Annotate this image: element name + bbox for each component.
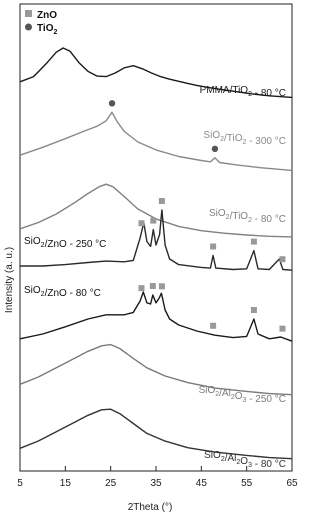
- series-line: [20, 345, 292, 395]
- series-label-part: PMMA/TiO: [199, 85, 249, 96]
- series-label: [204, 450, 286, 470]
- legend-zno-swatch: [25, 10, 32, 17]
- series-6: [20, 409, 292, 470]
- series-label-part: - 80 °C: [251, 88, 286, 99]
- series-label-part: /ZnO - 80 °C: [44, 288, 101, 299]
- series-label-part: 2: [242, 139, 247, 146]
- legend-tio2-swatch: [25, 24, 32, 31]
- y-axis-title: Intensity (a. u.): [4, 246, 15, 314]
- series-label: [209, 208, 286, 225]
- zno-marker: [159, 283, 165, 289]
- series-label-part: SiO: [204, 450, 221, 461]
- series-label-part: /ZnO - 250 °C: [44, 239, 107, 250]
- series-label-part: /TiO: [224, 133, 243, 144]
- zno-marker: [251, 307, 257, 313]
- legend-label: ZnO: [37, 10, 57, 21]
- series-label-part: 2: [40, 242, 45, 249]
- legend: [25, 10, 57, 36]
- series-label: [24, 236, 106, 250]
- x-tick-label: 15: [59, 478, 71, 489]
- series-line: [20, 184, 292, 237]
- x-tick-label: 5: [17, 478, 23, 489]
- legend-sub: 2: [53, 29, 58, 36]
- series-label-part: - 300 °C: [246, 136, 286, 147]
- x-axis-title: 2Theta (°): [127, 502, 173, 513]
- series-line: [20, 292, 292, 341]
- series-label-part: 2: [40, 291, 45, 298]
- series-5: [20, 345, 292, 405]
- series-label-part: 2: [248, 217, 252, 224]
- series-label-part: SiO: [203, 130, 221, 141]
- zno-marker: [210, 244, 216, 250]
- series-3: [20, 198, 292, 270]
- zno-marker: [138, 285, 144, 291]
- x-tick-label: 65: [286, 478, 298, 489]
- series-1: [20, 100, 292, 170]
- series-label: [203, 130, 286, 147]
- zno-marker: [251, 239, 257, 245]
- series-label: [24, 285, 101, 299]
- series-label-part: 3: [242, 397, 247, 404]
- series-layer: [20, 48, 292, 470]
- series-label-part: /Al: [224, 453, 237, 464]
- x-tick-label: 25: [105, 478, 117, 489]
- series-line: [20, 409, 292, 459]
- series-label-part: 2: [215, 391, 220, 398]
- series-label-part: - 80 °C: [251, 459, 286, 470]
- zno-marker: [150, 283, 156, 289]
- x-tick-label: 35: [150, 478, 162, 489]
- series-label-part: - 250 °C: [246, 394, 286, 405]
- series-label-part: SiO: [24, 285, 41, 296]
- x-tick-label: 45: [195, 478, 207, 489]
- series-label-part: 2: [225, 214, 230, 221]
- series-label: [199, 385, 286, 405]
- series-label-part: /Al: [219, 388, 231, 399]
- zno-marker: [138, 220, 144, 226]
- series-label-part: 2: [230, 394, 235, 401]
- legend-label: TiO$_2$: [37, 23, 58, 36]
- series-label-part: SiO: [198, 385, 216, 396]
- zno-marker: [150, 218, 156, 224]
- series-4: [20, 283, 292, 341]
- series-label-part: 2: [220, 456, 225, 463]
- tio2-marker: [212, 146, 218, 152]
- series-label-part: O: [234, 391, 243, 402]
- series-label-part: SiO: [24, 236, 41, 247]
- series-label-part: 2: [220, 136, 224, 143]
- series-label-part: O: [240, 456, 249, 467]
- series-0: [20, 48, 292, 99]
- zno-marker: [159, 198, 165, 204]
- zno-marker: [210, 323, 216, 329]
- x-tick-label: 55: [241, 478, 253, 489]
- series-label-part: SiO: [208, 208, 226, 219]
- series-label-part: 3: [248, 462, 252, 469]
- series-label-part: 2: [248, 91, 252, 98]
- tio2-marker: [109, 100, 115, 106]
- series-label-part: /TiO: [229, 211, 249, 222]
- series-2: [20, 184, 292, 237]
- zno-marker: [279, 256, 285, 262]
- series-label-part: - 80 °C: [251, 214, 286, 225]
- series-label-part: 2: [236, 459, 241, 466]
- zno-marker: [279, 326, 285, 332]
- series-label: [200, 85, 286, 99]
